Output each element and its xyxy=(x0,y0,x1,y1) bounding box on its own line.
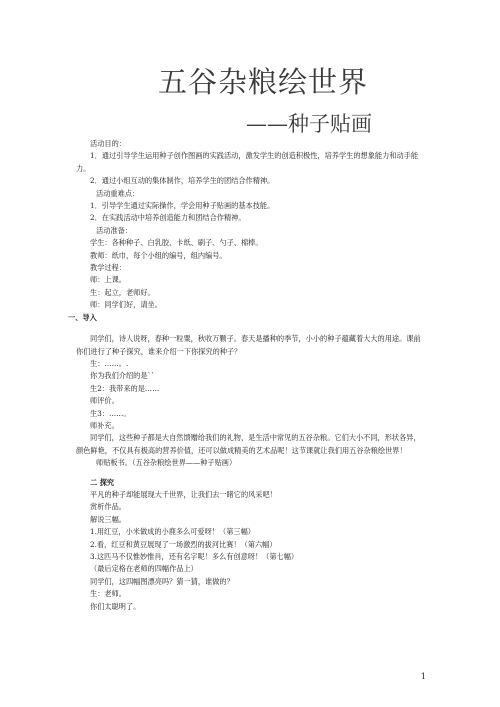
document-body xyxy=(68,138,424,613)
section-label: 活动准备： xyxy=(96,225,132,235)
list-item: 1.用红豆，小米做成的小鹿多么可爱呀！（第三幅） xyxy=(90,527,255,537)
dialogue-line: 师：上课。 xyxy=(90,275,126,285)
section-heading: 一、导入 xyxy=(68,312,97,322)
dialogue-line: 生：起立，老师好。 xyxy=(90,287,155,297)
paragraph: 1．通过引导学生运用种子创作图画的实践活动，激发学生的创造积极性，培养学生的想象能力和动手能力。 xyxy=(76,151,419,173)
dialogue-line: 生3：……。 xyxy=(90,408,131,418)
section-label: 活动目的： xyxy=(90,139,126,148)
paragraph: 解说三幅。 xyxy=(90,514,126,524)
section-label: 教学过程： xyxy=(90,263,126,273)
page-title: 五谷杂粮绘世界 xyxy=(158,65,369,99)
dialogue-line: 你们太聪明了。 xyxy=(90,601,141,611)
paragraph: 同学们，这四幅图漂亮吗？猜一猜，谁做的？ xyxy=(90,576,234,586)
dialogue-line: 你为我们介绍的是`` xyxy=(90,371,155,381)
dialogue-line: 师：同学们好，请坐。 xyxy=(90,300,162,310)
dialogue-line: 生：……。. xyxy=(90,358,129,368)
paragraph: 同学们，这些种子都是大自然馈赠给我们的礼物，是生活中常见的五谷杂粮。它们大小不同，形状各异，颜色鲜艳，不仅具有极高的营养价值，还可以做成精美的艺术品呢！这节课就让我们用五谷杂粮绘世界！ xyxy=(76,433,421,455)
paragraph: 同学们，诗人说呀，春种一粒粟，秋收万颗子。春天是播种的季节，小小的种子蕴藏着大大的用途。课前你们进行了种子探究，谁来介绍一下你探究的种子？ xyxy=(76,334,421,356)
list-item: 3.这匹马不仅惟妙惟肖，还有名字呢！多么有创意呀！（第七幅） xyxy=(90,552,299,561)
paragraph: 师贴板书。（五谷杂粮绘世界——种子贴画） xyxy=(96,458,237,468)
paragraph: 平凡的种子却能展现大千世界，让我们去一睹它的风采吧！ xyxy=(90,489,277,499)
paragraph: 2．在实践活动中培养创造能力和团结合作精神。 xyxy=(90,213,246,223)
dialogue-line: 生：老师。 xyxy=(90,589,126,599)
section-label: 活动重难点： xyxy=(96,188,140,198)
section-heading: 二 探究 xyxy=(90,477,115,487)
paragraph: 2．通过小组互动的集体制作，培养学生的团结合作精神。 xyxy=(90,176,275,186)
list-item: 2.看，红豆和黄豆展现了一场激烈的拔河比赛！（第六幅） xyxy=(90,539,277,549)
paragraph: 赏析作品。 xyxy=(90,502,126,512)
paragraph: 教师：纸巾，每个小组的编号，组内编号。 xyxy=(90,250,227,260)
paragraph: 1．引导学生通过实际操作，学会用种子贴画的基本技能。 xyxy=(90,201,275,211)
dialogue-line: 生2：我带来的是…… xyxy=(90,383,160,393)
paragraph: 学生：各种种子、白乳胶、卡纸、刷子、勺子、棉棒。 xyxy=(90,238,263,248)
dialogue-line: 师补充。 xyxy=(90,420,119,430)
paragraph: （最后定格在老师的四幅作品上） xyxy=(90,564,198,574)
dialogue-line: 师评价。 xyxy=(90,396,119,406)
page-subtitle: ——种子贴画 xyxy=(246,112,372,136)
page-number: 1 xyxy=(420,672,426,681)
